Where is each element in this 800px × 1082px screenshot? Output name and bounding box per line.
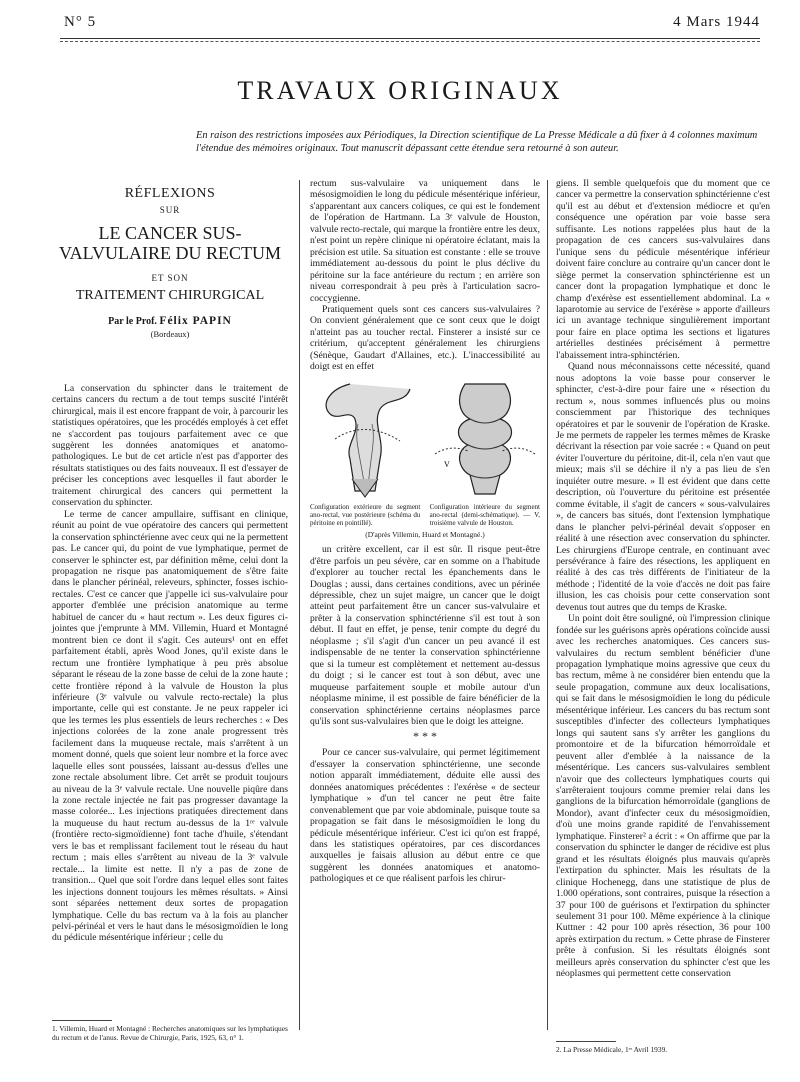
rectum-interior-illustration: [430, 379, 540, 499]
rectum-exterior-illustration: [310, 379, 420, 499]
figure-credit: (D'après Villemin, Huard et Montagné.): [365, 529, 485, 539]
paragraph: rectum sus-valvulaire va uniquement dans le mésosigmoïdien le long du pédicule mésentérique inférieur, s'apparentant aux cancers coliques, ce qui est le fondement de l'opération de Hartmann. La 3ᵉ valvule de Houston, valvule recto-rectale, qui marque la frontière entre les deux, n'est point un repère clinique ni opératoire éclatant, mais la précision est utile. Sa situation est constante : elle se trouve immédiatement au-dessous du point le plus déclive du péritoine sur la face antérieure du rectum ; en arrière son niveau correspondrait à peu près à l'articulation sacro-coccygienne.: [310, 178, 540, 304]
anatomical-figure: [310, 379, 540, 499]
article-kicker: RÉFLEXIONS: [124, 186, 216, 201]
caption-left: Configuration extérieure du segment ano-rectal, vue postérieure (schéma du péritoine en pointillé).: [310, 502, 421, 527]
footnote-rule: [556, 1041, 616, 1042]
figure-label-v: V: [444, 459, 450, 469]
page-header: [64, 14, 760, 34]
author-name: Félix PAPIN: [159, 314, 232, 327]
issue-date: 4 Mars 1944: [673, 14, 760, 30]
paragraph: giens. Il semble quelquefois que du moment que ce cancer va permettre la conservation sphinctérienne c'est qu'il est au début et d'extension médiocre et qu'en conséquence une opération par voie basse sera suffisante. Les notions rappelées plus haut de la propagation de ces cancers sus-valvulaires dans l'unique sens du pédicule mésentérique inférieur doivent faire conclure au contraire qu'un cancer dont le siège permet la conservation sphinctérienne est un cancer dont la propagation lymphatique et donc le champ d'exérèse est essentiellement abdominal. La « laparotomie au service de l'exérèse » apporte d'ailleurs ici un avantage technique singulièrement important pour faire en place optima les sections et ligatures artérielles destinées précisément à permettre l'abaissement intra-sphinctérien.: [556, 178, 770, 361]
issue-number: N° 5: [64, 14, 97, 30]
affiliation: (Bordeaux): [150, 329, 190, 340]
column-divider: [299, 180, 300, 1030]
paragraph: Pour ce cancer sus-valvulaire, qui permet légitimement d'essayer la conservation sphinctérienne, une seconde notion apparaît immédiatement, déduite elle aussi des données anatomiques précédentes : l'exérèse « de secteur lymphatique » d'un tel cancer ne peut être faite convenablement que par voie abdominale, puisque toute sa propagation se fait dans le mésosigmoïdien le long du pédicule mésentérique inférieur. C'est ici qu'on est frappé, dans les statistiques opératoires, par ces discordances auxquelles je faisais allusion au début entre ce que suggèrent les données anatomiques et anatomo-pathologiques et ce que réalisent parfois les chirur-: [310, 747, 540, 885]
article-et-son: ET SON: [151, 272, 189, 283]
column-3: [556, 178, 770, 980]
paragraph: Le terme de cancer ampullaire, suffisant en clinique, réunit au point de vue opératoire des cancers qui permettent la conservation sphinctérienne avec ceux qui ne la permettent pas. Le cancer qui, du point de vue lymphatique, permet de conserver le sphincter est, par définition même, celui dont la propagation ne risque pas anatomiquement de s'être faite dans le plancher périnéal, releveurs, sphincter, fosses ischio-rectales. C'est ce cancer que j'appelle ici sus-valvulaire pour apporter d'emblée une précision anatomique au terme habituel de cancer du « haut rectum ». Les deux figures ci-jointes que j'emprunte à MM. Villemin, Huard et Montagné montrent bien ce dont il s'agit. Ces auteurs¹ ont en effet parfaitement établi, après Wood Jones, qu'il existe dans le rectum une frontière lymphatique à peu près absolue séparant le réseau de la zone basse de celui de la zone haute ; cette frontière répond à la valvule de Houston la plus inférieure (3ᵉ valvule ou valvule recto-rectale) la plus importante, celle qui est constante. Je ne peux rappeler ici que les termes les plus essentiels de leurs recherches : « Des injections colorées de la zone anale progressent très facilement dans la muqueuse rectale, mais s'arrêtent à un moment donné, quels que soient leur nombre et la force avec laquelle elles sont poussées, laissant au-dessus d'elles une zone rectale absolument libre. Cet arrêt se produit toujours au niveau de la 3ᵉ valvule rectale. Une nouvelle piqûre dans la zone rectale injectée ne fait pas progresser davantage la masse colorée... Les injections pratiquées directement dans la muqueuse du haut rectum au-dessus de la 1ʳᵉ valvule (frontière recto-sigmoïdienne) font tache d'huile, s'étendant vers le bas et remplissant facilement tout le réseau du haut rectum ; mais elles s'arrêtent au niveau de la 3ᵉ valvule rectale... la limite est nette. Il n'y a pas de zone de transition... Quel que soit l'ordre dans lequel elles sont faites les injections donnent toujours les mêmes résultats. » Ainsi sont séparées nettement deux sortes de propagation lymphatique. Celle du bas rectum va à la fois au plancher pelvi-périnéal et vers le haut dans le mésosigmoïdien le long du pédicule mésentérique inférieur ; celle du: [52, 508, 289, 944]
footnote-rule: [52, 1020, 112, 1021]
section-separator: * * *: [413, 729, 437, 744]
paragraph: La conservation du sphincter dans le traitement de certains cancers du rectum a de tout temps suscité l'intérêt chirurgical, mais il est encore frappant de voir, à parcourir les statistiques opératoires, que les procédés employés à cet effet ne s'accordent pas toujours parfaitement avec ce que suggèrent les données anatomiques et anatomo-pathologiques. Le but de cet article n'est pas d'apporter des résultats statistiques ou des faits nouveaux. Il est d'essayer de préciser les conceptions avec lesquelles il faut aborder le traitement chirurgical des cancers qui permettent la conservation du sphincter.: [52, 382, 288, 509]
column-1: [52, 178, 288, 944]
paragraph: Un point doit être souligné, où l'impression clinique fondée sur les guérisons après opérations coïncide aussi avec les recherches anatomiques. Ces cancers sus-valvulaires du rectum semblent bénéficier d'une propagation lymphatique moins agressive que ceux du bas rectum, même à ne considérer bien entendu que la seule propagation, commune aux deux localisations, qui se fait dans le mésosigmoïdien le long du pédicule mésentérique inférieur. Les cancers du bas rectum sont susceptibles d'infecter des collecteurs lymphatiques longs qui sautent sans s'y arrêter les ganglions du promontoire et de la bifurcation hémorroïdale et peuvent aller d'emblée à la naissance de la mésentérique. Les cancers sus-valvulaires semblent n'avoir que des collecteurs lymphatiques courts qui s'arrêteraient toujours comme premier relai dans les ganglions de la bifurcation hémorroïdale (ganglions de Mondor), avant d'infecter ceux du mésosigmoïdien, d'où une moins grande rapidité de l'envahissement lymphatique. Finsterer² a écrit : « On affirme que par la conservation du sphincter le danger de récidive est plus grand et les résultats éloignés plus mauvais qu'après l'extirpation du sphincter. Mais les résultats de la clinique Hochenegg, dans une statistique de plus de 1.000 opérations, sont contraires, puisque la résection a 37 pour 100 de guérisons et l'extirpation du sphincter seulement 31 pour 100. Même expérience à la clinique Kuttner : 42 pour 100 après résection, 36 pour 100 après extirpation du rectum. » Cette phrase de Finsterer prête à confusion. Si les résultats éloignés sont meilleurs après conservation du sphincter c'est que les néoplasmes qui permettent cette conservation: [556, 613, 770, 980]
column-divider: [547, 180, 548, 1030]
paragraph: un critère excellent, car il est sûr. Il risque peut-être d'être parfois un peu sévère, car en somme on a l'habitude d'explorer au toucher rectal les épanchements dans le Douglas ; aussi, dans certaines conditions, avec un périnée dépressible, chez un sujet maigre, un cancer que le doigt atteint peut parfaitement être un cancer sus-valvulaire et prêter à la conservation sphinctérienne s'il est tout à son début. Il faut en effet, je pense, tenir compte du degré du néoplasme ; s'il s'agit d'un cancer un peu avancé il est indispensable de ne tenter la conservation sphinctérienne que si la tumeur est complètement et nettement au-dessus du doigt ; si le cancer est tout à son début, avec une muqueuse parfaitement souple et mobile autour d'un néoplasme minime, il est possible de faire bénéficier de la conservation sphinctérienne certains néoplasmes parce qu'ils sont sus-valvulaires bien que le doigt les atteigne.: [310, 544, 540, 727]
figure-captions: [310, 503, 540, 527]
caption-right: Configuration intérieure du segment ano-rectal (demi-schématique). — V, troisième valvule de Houston.: [429, 502, 540, 527]
section-title: TRAVAUX ORIGINAUX: [237, 76, 563, 105]
footnote-1: 1. Villemin, Huard et Montagné : Recherches anatomiques sur les lymphatiques du rectum et de l'anus. Revue de Chirurgie, Paris, 1925, 63, n° 1.: [52, 1024, 288, 1042]
article-header: [52, 188, 288, 341]
footnote-2: 2. La Presse Médicale, 1ᵉʳ Avril 1939.: [556, 1045, 668, 1054]
article-sur: SUR: [159, 205, 181, 216]
column-2: [310, 178, 540, 885]
paragraph: Quand nous méconnaissons cette nécessité, quand nous adoptons la voie basse pour conserver le sphincter, c'est-à-dire pour faire une « résection du rectum », nous sommes influencés plus ou moins consciemment par l'historique des techniques opératoires et par le souvenir de l'opération de Kraske. Je me permets de rappeler les termes mêmes de Kraske décrivant la résection par voie sacrée : « Quand on peut éviter l'ouverture du péritoine, dit-il, cela n'en vaut que mieux; mais s'il se déchire il n'y a pas lieu de s'en inquiéter outre mesure. » Il est évident que dans cette description, où l'ouverture du péritoine est présentée comme évitable, il s'agit de cancers « sous-valvulaires », de cancers bas situés, dont l'extension lymphatique dans le plancher pelvi-périnéal devait s'opposer en réalité à une résection avec conservation du sphincter. Les chirurgiens d'Europe centrale, en continuant avec persévérance à faire des résections, les appliquent en réalité à des cas très différents de l'initiateur de la méthode ; l'identité de la voie d'accès ne doit pas faire illusion, les cas choisis pour cette conservation sont devenus tout autres que du temps de Kraske.: [556, 361, 770, 613]
editorial-notice: En raison des restrictions imposées aux Périodiques, la Direction scientifique de La Presse Médicale a dû fixer à 4 colonnes maximum l'étendue des mémoires originaux. Tout manuscrit dépassant cette étendue sera retourné à son auteur.: [196, 130, 758, 154]
paragraph: Pratiquement quels sont ces cancers sus-valvulaires ? On convient généralement que ce sont ceux que le doigt n'atteint pas au toucher rectal. Finsterer a insisté sur ce critérium, qu'acceptent généralement les chirurgiens (Sénèque, Gaudart d'Allaines, etc.). L'inaccessibilité au doigt est en effet: [310, 303, 540, 373]
article-subtitle: TRAITEMENT CHIRURGICAL: [75, 288, 265, 304]
byline: [52, 316, 288, 327]
article-title: LE CANCER SUS-VALVULAIRE DU RECTUM: [58, 222, 281, 263]
header-rule: [60, 38, 760, 39]
byline-prefix: Par le Prof.: [108, 315, 160, 327]
header-rule-dashed: [60, 41, 760, 42]
